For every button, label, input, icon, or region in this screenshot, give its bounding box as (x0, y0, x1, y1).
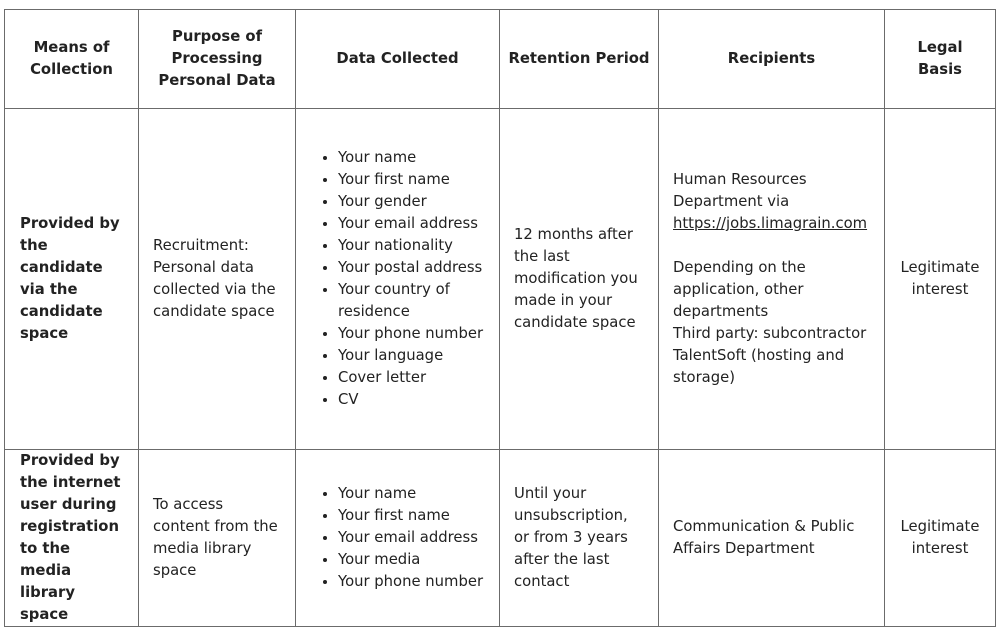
row2-retention: Until your unsubscription, or from 3 years after the last contact (500, 450, 659, 627)
header-legal: Legal Basis (885, 10, 996, 109)
row2-data-list (310, 483, 485, 593)
list-item: • Your phone number (338, 571, 485, 593)
row1-purpose: Recruitment: Personal data collected via the candidate space (139, 109, 296, 450)
list-item: • Your postal address (338, 257, 485, 279)
row2-data (296, 450, 500, 627)
list-item: • Your first name (338, 169, 485, 191)
row2-legal: Legitimate interest (885, 450, 996, 627)
list-item: • Your country of residence (338, 279, 485, 323)
list-item: • Your name (338, 483, 485, 505)
list-item: • Your phone number (338, 323, 485, 345)
row1-recipients-line1: Human Resources Department via (673, 171, 807, 210)
row1-recipients (659, 109, 885, 450)
header-recipients: Recipients (659, 10, 885, 109)
list-item: • Your gender (338, 191, 485, 213)
list-item: • CV (338, 389, 485, 411)
personal-data-table (4, 9, 996, 627)
list-item: • Your language (338, 345, 485, 367)
row1-retention: 12 months after the last modification you made in your candidate space (500, 109, 659, 450)
header-row (5, 10, 996, 109)
header-retention: Retention Period (500, 10, 659, 109)
jobs-link[interactable]: https://jobs.limagrain.com (673, 215, 868, 232)
table-row (5, 109, 996, 450)
header-purpose: Purpose of Processing Personal Data (139, 10, 296, 109)
row2-means: Provided by the internet user during registration to the media library space (5, 450, 139, 627)
table-row (5, 450, 996, 627)
row1-recipients-line2: Depending on the application, other departments (673, 259, 806, 320)
row1-recipients-line3: Third party: subcontractor TalentSoft (hosting and storage) (673, 325, 867, 386)
list-item: • Your first name (338, 505, 485, 527)
row2-purpose: To access content from the media library space (139, 450, 296, 627)
row1-means: Provided by the candidate via the candidate space (5, 109, 139, 450)
list-item: • Your email address (338, 527, 485, 549)
list-item: • Your name (338, 147, 485, 169)
row2-recipients: Communication & Public Affairs Department (659, 450, 885, 627)
row1-data (296, 109, 500, 450)
list-item: • Your nationality (338, 235, 485, 257)
list-item: • Cover letter (338, 367, 485, 389)
row1-legal: Legitimate interest (885, 109, 996, 450)
row1-data-list (310, 147, 485, 411)
list-item: • Your media (338, 549, 485, 571)
header-means: Means of Collection (5, 10, 139, 109)
header-data: Data Collected (296, 10, 500, 109)
list-item: • Your email address (338, 213, 485, 235)
